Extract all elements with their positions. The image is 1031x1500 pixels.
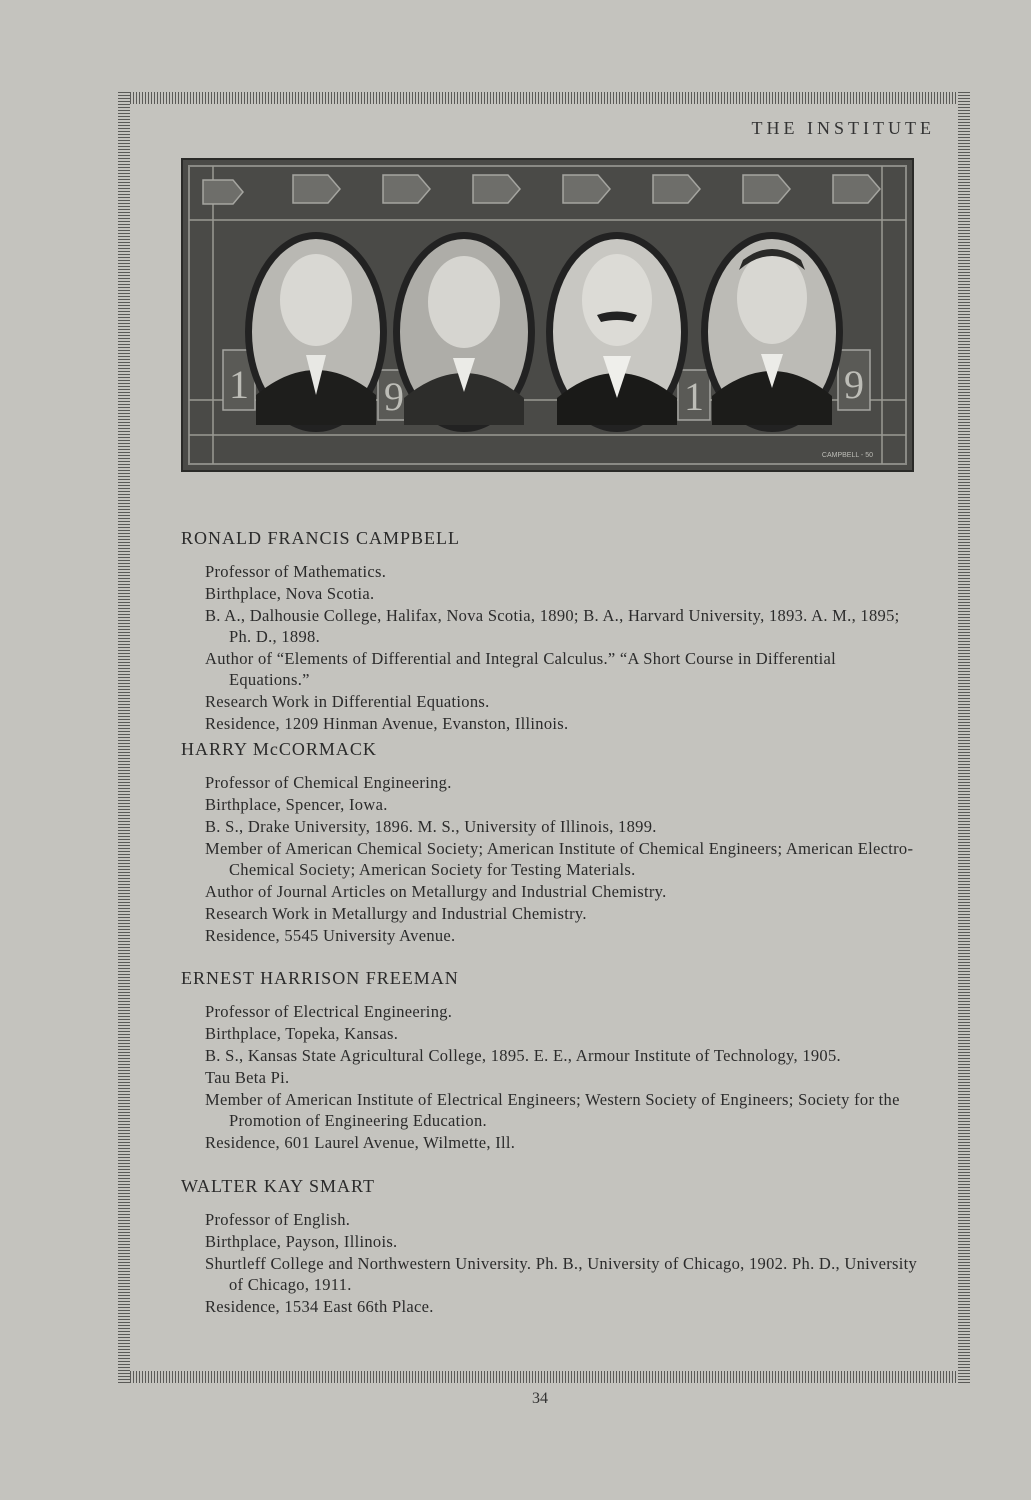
faculty-name: HARRY McCORMACK [181,739,377,759]
portrait-panel [181,158,914,472]
stained-glass-frame [183,160,912,470]
page-number: 34 [532,1390,548,1407]
entry-line: Research Work in Metallurgy and Industrial Chemistry. [205,904,587,923]
faculty-entry [181,968,921,1154]
entry-line: Birthplace, Spencer, Iowa. [205,795,388,814]
faculty-entry [181,739,921,947]
faculty-name: ERNEST HARRISON FREEMAN [181,968,459,988]
portrait-3 [546,232,688,432]
entry-line: Residence, 1209 Hinman Avenue, Evanston, Illinois. [205,714,569,733]
ornamental-border-right [958,92,970,1383]
ornamental-border-top [118,92,970,104]
entry-line: Residence, 5545 University Avenue. [205,926,456,945]
entry-line: Professor of Mathematics. [205,562,387,581]
entry-line: Professor of Electrical Engineering. [205,1002,453,1021]
frame-letter-4: 9 [844,362,864,407]
entry-line: Shurtleff College and Northwestern University. Ph. B., University of Chicago, 1902. Ph. D., University of Chicago, 1911. [205,1254,918,1294]
frame-letter-1: 1 [229,362,249,407]
entry-line: Professor of English. [205,1210,351,1229]
entry-line: Professor of Chemical Engineering. [205,773,452,792]
running-head: THE INSTITUTE [751,118,935,138]
entry-line: Residence, 601 Laurel Avenue, Wilmette, Ill. [205,1133,516,1152]
entry-line: B. A., Dalhousie College, Halifax, Nova Scotia, 1890; B. A., Harvard University, 1893. A. M., 1895; Ph. D., 1898. [205,606,900,646]
ornamental-border-bottom [118,1371,970,1383]
entry-line: B. S., Kansas State Agricultural College, 1895. E. E., Armour Institute of Technology, 1905. [205,1046,841,1065]
entry-line: Birthplace, Payson, Illinois. [205,1232,398,1251]
ornamental-border-left [118,92,130,1383]
portrait-1 [245,232,387,432]
artist-signature: CAMPBELL - 50 [821,452,873,459]
entry-line: Author of “Elements of Differential and Integral Calculus.” “A Short Course in Differential Equations.” [205,649,837,689]
entry-line: Tau Beta Pi. [205,1068,290,1087]
entry-line: Birthplace, Topeka, Kansas. [205,1024,399,1043]
frame-letter-2: 9 [384,374,404,419]
faculty-entry [181,1176,921,1318]
faculty-entry [181,528,921,735]
entry-line: Research Work in Differential Equations. [205,692,490,711]
entry-line: Birthplace, Nova Scotia. [205,584,375,603]
entry-line: Member of American Institute of Electrical Engineers; Western Society of Engineers; Society for the Promotion of Engineering Education. [205,1090,900,1130]
faculty-name: WALTER KAY SMART [181,1176,375,1196]
faculty-name: RONALD FRANCIS CAMPBELL [181,528,461,548]
entry-line: B. S., Drake University, 1896. M. S., University of Illinois, 1899. [205,817,657,836]
entry-line: Author of Journal Articles on Metallurgy and Industrial Chemistry. [205,882,667,901]
entry-line: Residence, 1534 East 66th Place. [205,1297,434,1316]
portrait-4 [701,232,843,432]
entry-line: Member of American Chemical Society; American Institute of Chemical Engineers; American Electro-Chemical Society; American Society for Testing Materials. [205,839,914,879]
portrait-2 [393,232,535,432]
frame-letter-3: 1 [684,374,704,419]
